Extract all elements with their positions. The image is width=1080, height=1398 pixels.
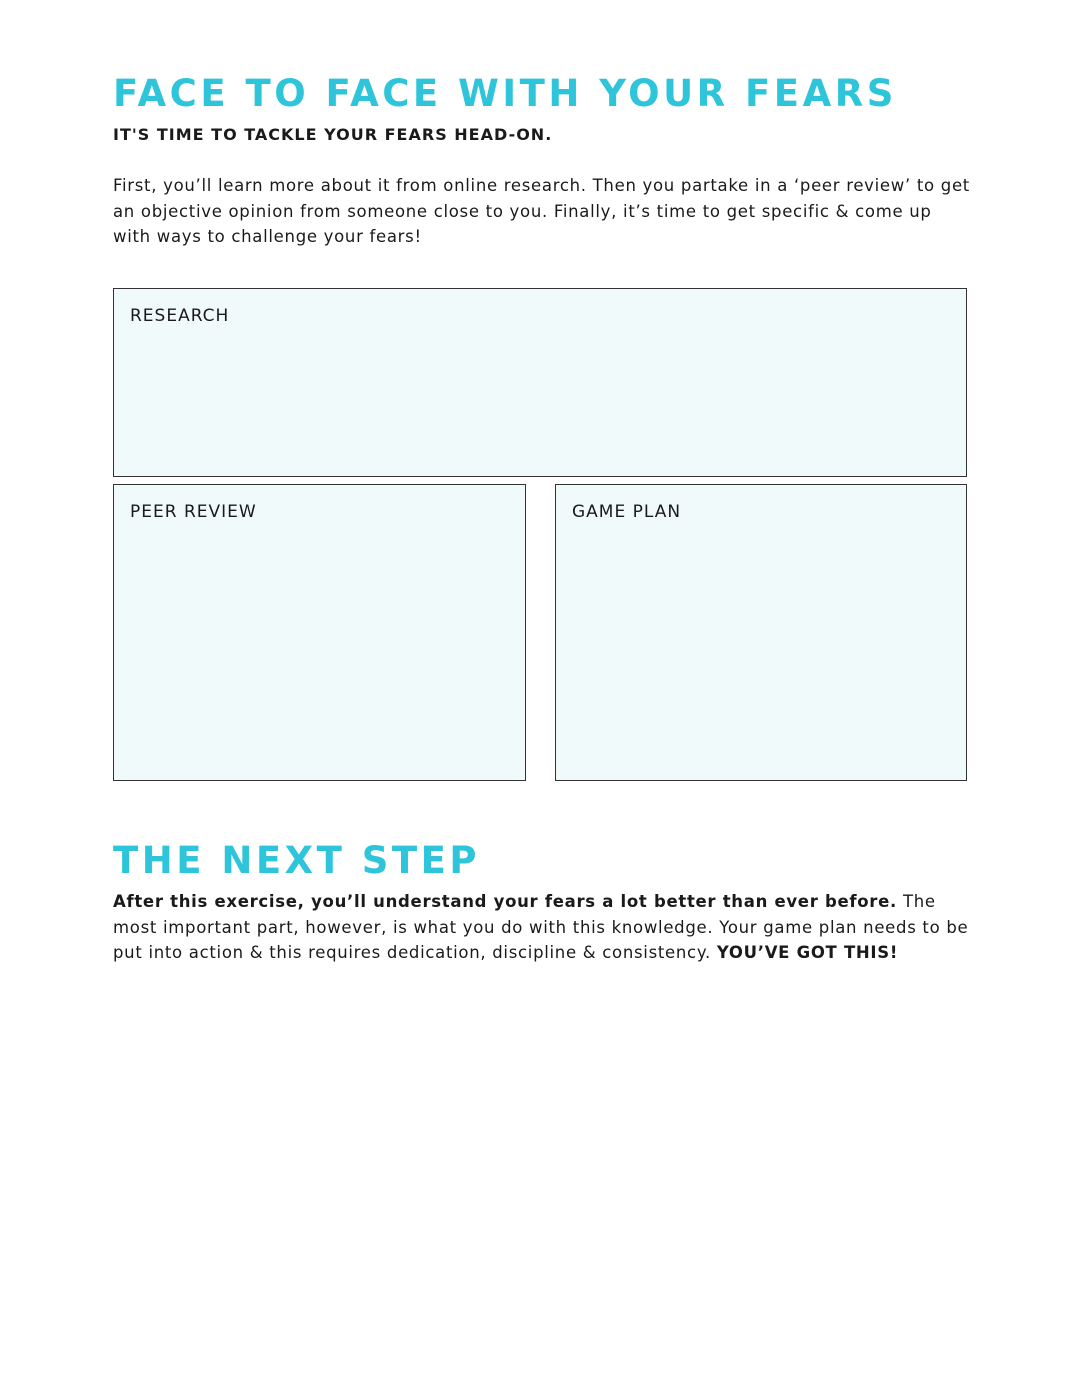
page-title: FACE TO FACE WITH YOUR FEARS: [113, 72, 897, 115]
page-subtitle: IT'S TIME TO TACKLE YOUR FEARS HEAD-ON.: [113, 125, 553, 144]
next-step-title: THE NEXT STEP: [113, 839, 481, 882]
peer-review-box[interactable]: [113, 484, 526, 781]
research-box[interactable]: [113, 288, 967, 477]
next-step-closing: YOU’VE GOT THIS!: [716, 943, 899, 962]
intro-paragraph: First, you’ll learn more about it from online research. Then you partake in a ‘peer review’ to get an objective opinion from someone close to you. Finally, it’s time to get specific & come up with ways to challenge your fears!: [113, 176, 970, 246]
next-step-lead: After this exercise, you’ll understand your fears a lot better than ever before.: [113, 892, 897, 911]
next-step-body: The most important part, however, is what you do with this knowledge. Your game plan needs to be put into action & this requires dedication, discipline & consistency.: [113, 892, 969, 962]
game-plan-label: GAME PLAN: [572, 502, 682, 522]
game-plan-box[interactable]: [555, 484, 967, 781]
research-label: RESEARCH: [130, 306, 230, 326]
peer-review-label: PEER REVIEW: [130, 502, 257, 522]
next-step-paragraph: [113, 889, 975, 966]
